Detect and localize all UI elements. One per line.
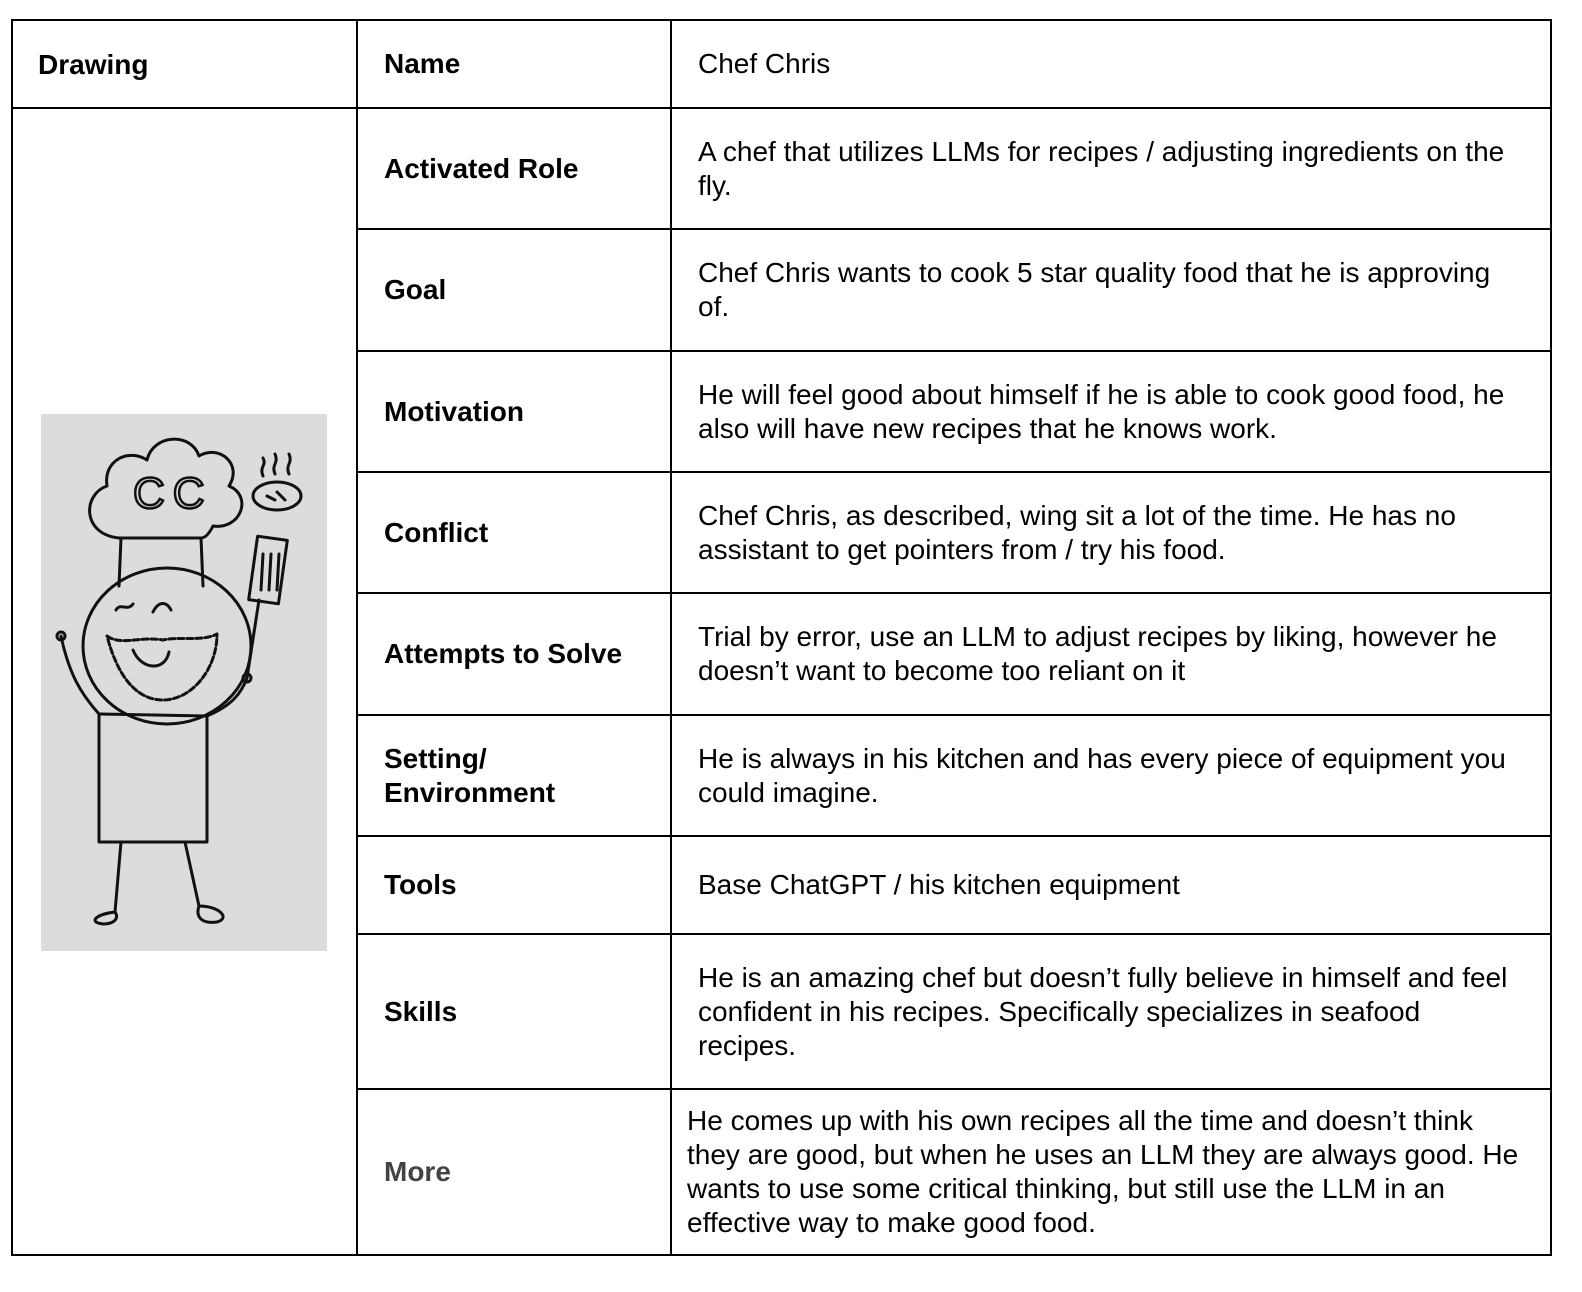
- chef-beard: [107, 634, 217, 700]
- conflict-value: Chef Chris, as described, wing sit a lot of the time. He has no assistant to get pointers from / try his food.: [698, 499, 1456, 565]
- chef-drawing: [41, 414, 327, 951]
- tools-value: Base ChatGPT / his kitchen equipment: [698, 869, 1180, 900]
- border-left: [11, 19, 13, 1256]
- border-right: [1550, 19, 1552, 1256]
- steam-icon: [262, 458, 264, 476]
- name-label: Name: [384, 48, 461, 79]
- tools-label: Tools: [384, 869, 457, 900]
- attempts-to-solve-label: Attempts to Solve: [384, 638, 623, 669]
- setting-environment-value: He is always in his kitchen and has every piece of equipment you could imagine.: [698, 742, 1506, 808]
- attempts-to-solve-value: Trial by error, use an LLM to adjust recipes by liking, however he doesn’t want to become too reliant on it: [698, 621, 1497, 686]
- skills-label: Skills: [384, 995, 458, 1027]
- activated-role-value: A chef that utilizes LLMs for recipes / adjusting ingredients on the fly.: [698, 135, 1505, 201]
- goal-value: Chef Chris wants to cook 5 star quality food that he is approving of.: [698, 257, 1491, 322]
- drawing-header: Drawing: [38, 48, 149, 80]
- border-bottom: [11, 1254, 1552, 1256]
- chef-apron: [99, 714, 207, 842]
- setting-environment-label: Setting/ Environment: [384, 742, 556, 808]
- goal-label: Goal: [384, 274, 447, 305]
- skills-value: He is an amazing chef but doesn’t fully believe in himself and feel confident in his recipes. Specifically specializes in seafood recipes.: [698, 961, 1508, 1061]
- pan-icon: [253, 482, 301, 510]
- motivation-value: He will feel good about himself if he is able to cook good food, he also will have new recipes that he knows work.: [698, 378, 1505, 444]
- conflict-label: Conflict: [384, 516, 489, 548]
- motivation-label: Motivation: [384, 395, 524, 427]
- chef-sketch: [41, 414, 327, 951]
- more-value: He comes up with his own recipes all the time and doesn’t think they are good, but when he uses an LLM they are always good. He wants to use some critical thinking, but still use the LLM in an effective way to make good food.: [687, 1105, 1519, 1238]
- name-value: Chef Chris: [698, 48, 831, 79]
- hat-initials: CC: [133, 469, 213, 518]
- more-label: More: [384, 1156, 451, 1187]
- persona-table: [11, 19, 1552, 1256]
- activated-role-label: Activated Role: [384, 152, 579, 184]
- spatula-icon: [247, 600, 259, 678]
